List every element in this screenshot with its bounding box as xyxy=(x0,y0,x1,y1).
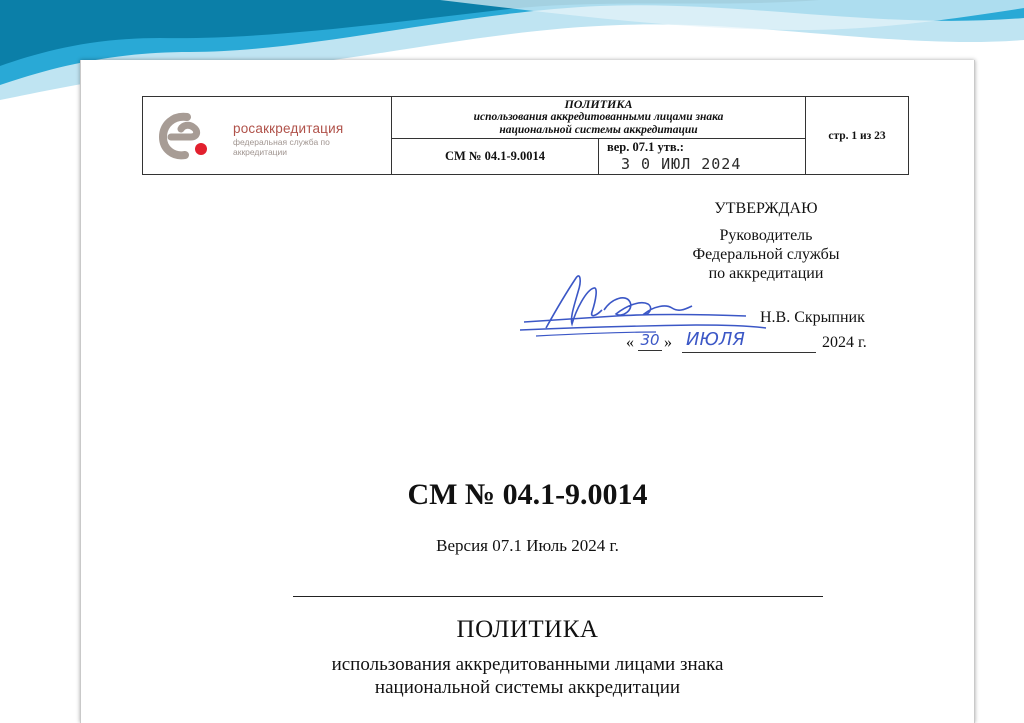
header-title-line3: национальной системы аккредитации xyxy=(499,124,698,137)
approval-role-line1: Руководитель xyxy=(719,227,813,244)
approval-stamp-date: 3 0 ИЮЛ 2024 xyxy=(621,155,742,174)
date-quote-open: « xyxy=(626,334,634,351)
version-label: вер. 07.1 утв.: xyxy=(607,140,684,155)
header-title-line2: использования аккредитованными лицами знака xyxy=(473,111,724,124)
approval-date xyxy=(626,329,956,358)
header-title-cell xyxy=(392,97,806,139)
header-title-line1: ПОЛИТИКА xyxy=(564,97,633,112)
document-kind: ПОЛИТИКА xyxy=(456,616,599,643)
document-version: Версия 07.1 Июль 2024 г. xyxy=(436,536,619,555)
rosaccreditation-logo-icon xyxy=(157,111,213,161)
document-number: СМ № 04.1-9.0014 xyxy=(407,478,648,511)
logo-cell xyxy=(143,97,392,175)
date-quote-close: » xyxy=(664,334,672,351)
header-doc-code: СМ № 04.1-9.0014 xyxy=(392,139,599,175)
logo-subtitle: федеральная служба по аккредитации xyxy=(233,137,330,157)
page-info: стр. 1 из 23 xyxy=(806,97,909,175)
date-year: 2024 г. xyxy=(822,334,867,351)
date-month: ИЮЛЯ xyxy=(682,328,816,353)
approval-role-line2: Федеральной службы xyxy=(692,246,840,263)
logo-name: росаккредитация xyxy=(233,121,344,136)
document-subtitle-line1: использования аккредитованными лицами знака xyxy=(331,654,724,675)
document-subtitle-line2: национальной системы аккредитации xyxy=(374,677,681,698)
document-subtitle xyxy=(81,653,974,699)
signer-name: Н.В. Скрыпник xyxy=(760,309,865,326)
divider xyxy=(293,596,823,597)
approval-role-line3: по аккредитации xyxy=(708,265,824,282)
header-version-cell xyxy=(599,139,806,175)
date-day: 30 xyxy=(638,330,662,351)
document-header-table xyxy=(142,96,909,175)
document-page xyxy=(80,60,975,723)
approval-title: УТВЕРЖДАЮ xyxy=(714,200,818,217)
